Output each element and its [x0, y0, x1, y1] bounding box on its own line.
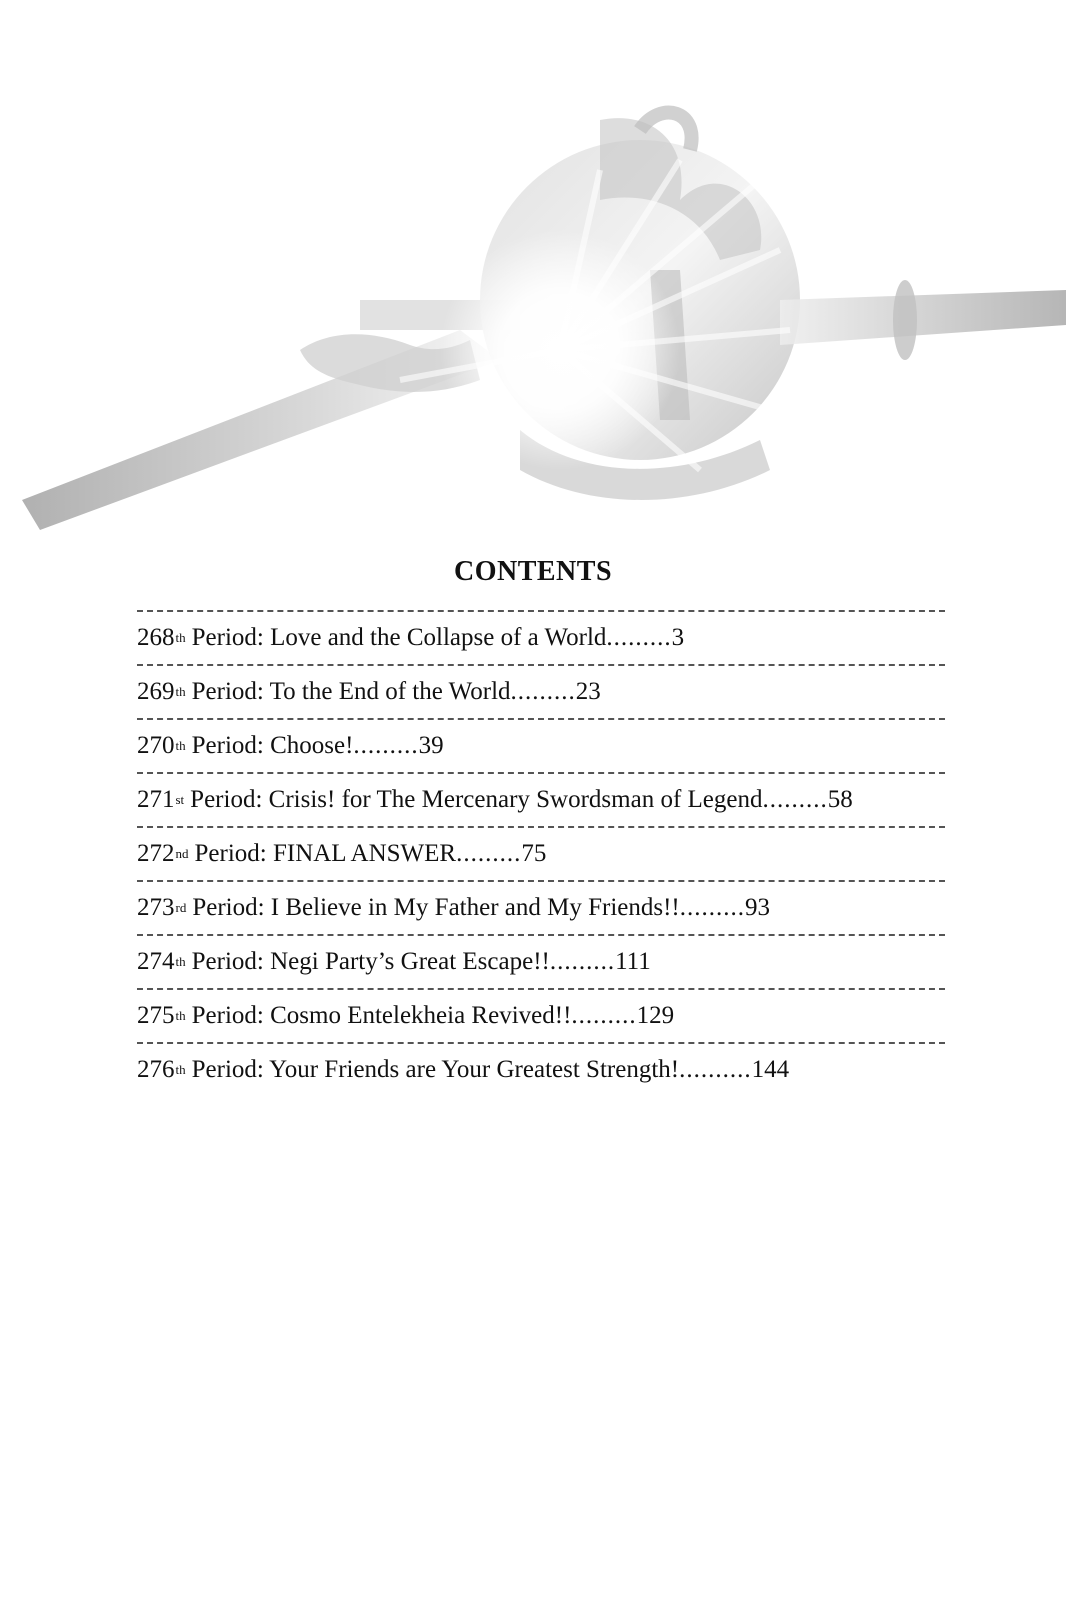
toc-entry	[137, 774, 945, 826]
chapter-number: 271	[137, 786, 175, 813]
chapter-title: Period: Crisis! for The Mercenary Swordsman of Legend	[190, 786, 763, 813]
chapter-number: 275	[137, 1002, 175, 1029]
contents-title: CONTENTS	[453, 556, 613, 587]
chapter-number: 274	[137, 948, 175, 975]
page-number: 144	[751, 1056, 790, 1083]
ordinal-suffix: rd	[175, 900, 187, 915]
chapter-title: Period: FINAL ANSWER	[194, 840, 457, 867]
page-number: 3	[671, 624, 685, 651]
ordinal-suffix: th	[175, 1008, 186, 1023]
ordinal-suffix: th	[175, 1062, 186, 1077]
toc-entry	[137, 1044, 945, 1096]
leader-dots: .........	[679, 894, 746, 921]
page-number: 39	[418, 732, 444, 759]
ordinal-suffix: nd	[175, 846, 189, 861]
page-number: 58	[827, 786, 853, 813]
page-number: 75	[521, 840, 547, 867]
chapter-number: 269	[137, 678, 175, 705]
chapter-title: Period: I Believe in My Father and My Friends!!	[192, 894, 680, 921]
glowing-staff-illustration	[0, 0, 1066, 560]
chapter-title: Period: Your Friends are Your Greatest Strength!	[191, 1056, 680, 1083]
staff-right-beam	[780, 290, 1066, 345]
toc-entry	[137, 936, 945, 988]
chapter-title: Period: Cosmo Entelekheia Revived!!	[191, 1002, 572, 1029]
ordinal-suffix: st	[175, 792, 185, 807]
leader-dots: .........	[510, 678, 576, 705]
toc-entry	[137, 666, 945, 718]
leader-dots: .........	[571, 1002, 637, 1029]
toc-entry	[137, 828, 945, 880]
chapter-number: 270	[137, 732, 175, 759]
light-glow	[440, 230, 680, 470]
leader-dots: .........	[456, 840, 522, 867]
chapter-number: 268	[137, 624, 175, 651]
chapter-title: Period: Negi Party’s Great Escape!!	[191, 948, 550, 975]
chapter-number: 273	[137, 894, 175, 921]
page-number: 23	[575, 678, 601, 705]
leader-dots: .........	[606, 624, 672, 651]
chapter-number: 276	[137, 1056, 175, 1083]
leader-dots: ..........	[679, 1056, 752, 1083]
page-number: 129	[636, 1002, 675, 1029]
page-number: 93	[745, 894, 771, 921]
ordinal-suffix: th	[175, 684, 186, 699]
toc-entry	[137, 720, 945, 772]
toc-entry	[137, 882, 945, 934]
chapter-title: Period: Choose!	[191, 732, 354, 759]
toc-entry	[137, 612, 945, 664]
chapter-number: 272	[137, 840, 175, 867]
ordinal-suffix: th	[175, 630, 186, 645]
leader-dots: .........	[762, 786, 828, 813]
chapter-title: Period: To the End of the World	[191, 678, 511, 705]
leader-dots: .........	[549, 948, 616, 975]
ordinal-suffix: th	[175, 954, 186, 969]
toc-entry	[137, 990, 945, 1042]
chapter-title: Period: Love and the Collapse of a World	[191, 624, 607, 651]
table-of-contents	[137, 610, 945, 1096]
page-number: 111	[615, 948, 651, 975]
ordinal-suffix: th	[175, 738, 186, 753]
leader-dots: .........	[353, 732, 419, 759]
